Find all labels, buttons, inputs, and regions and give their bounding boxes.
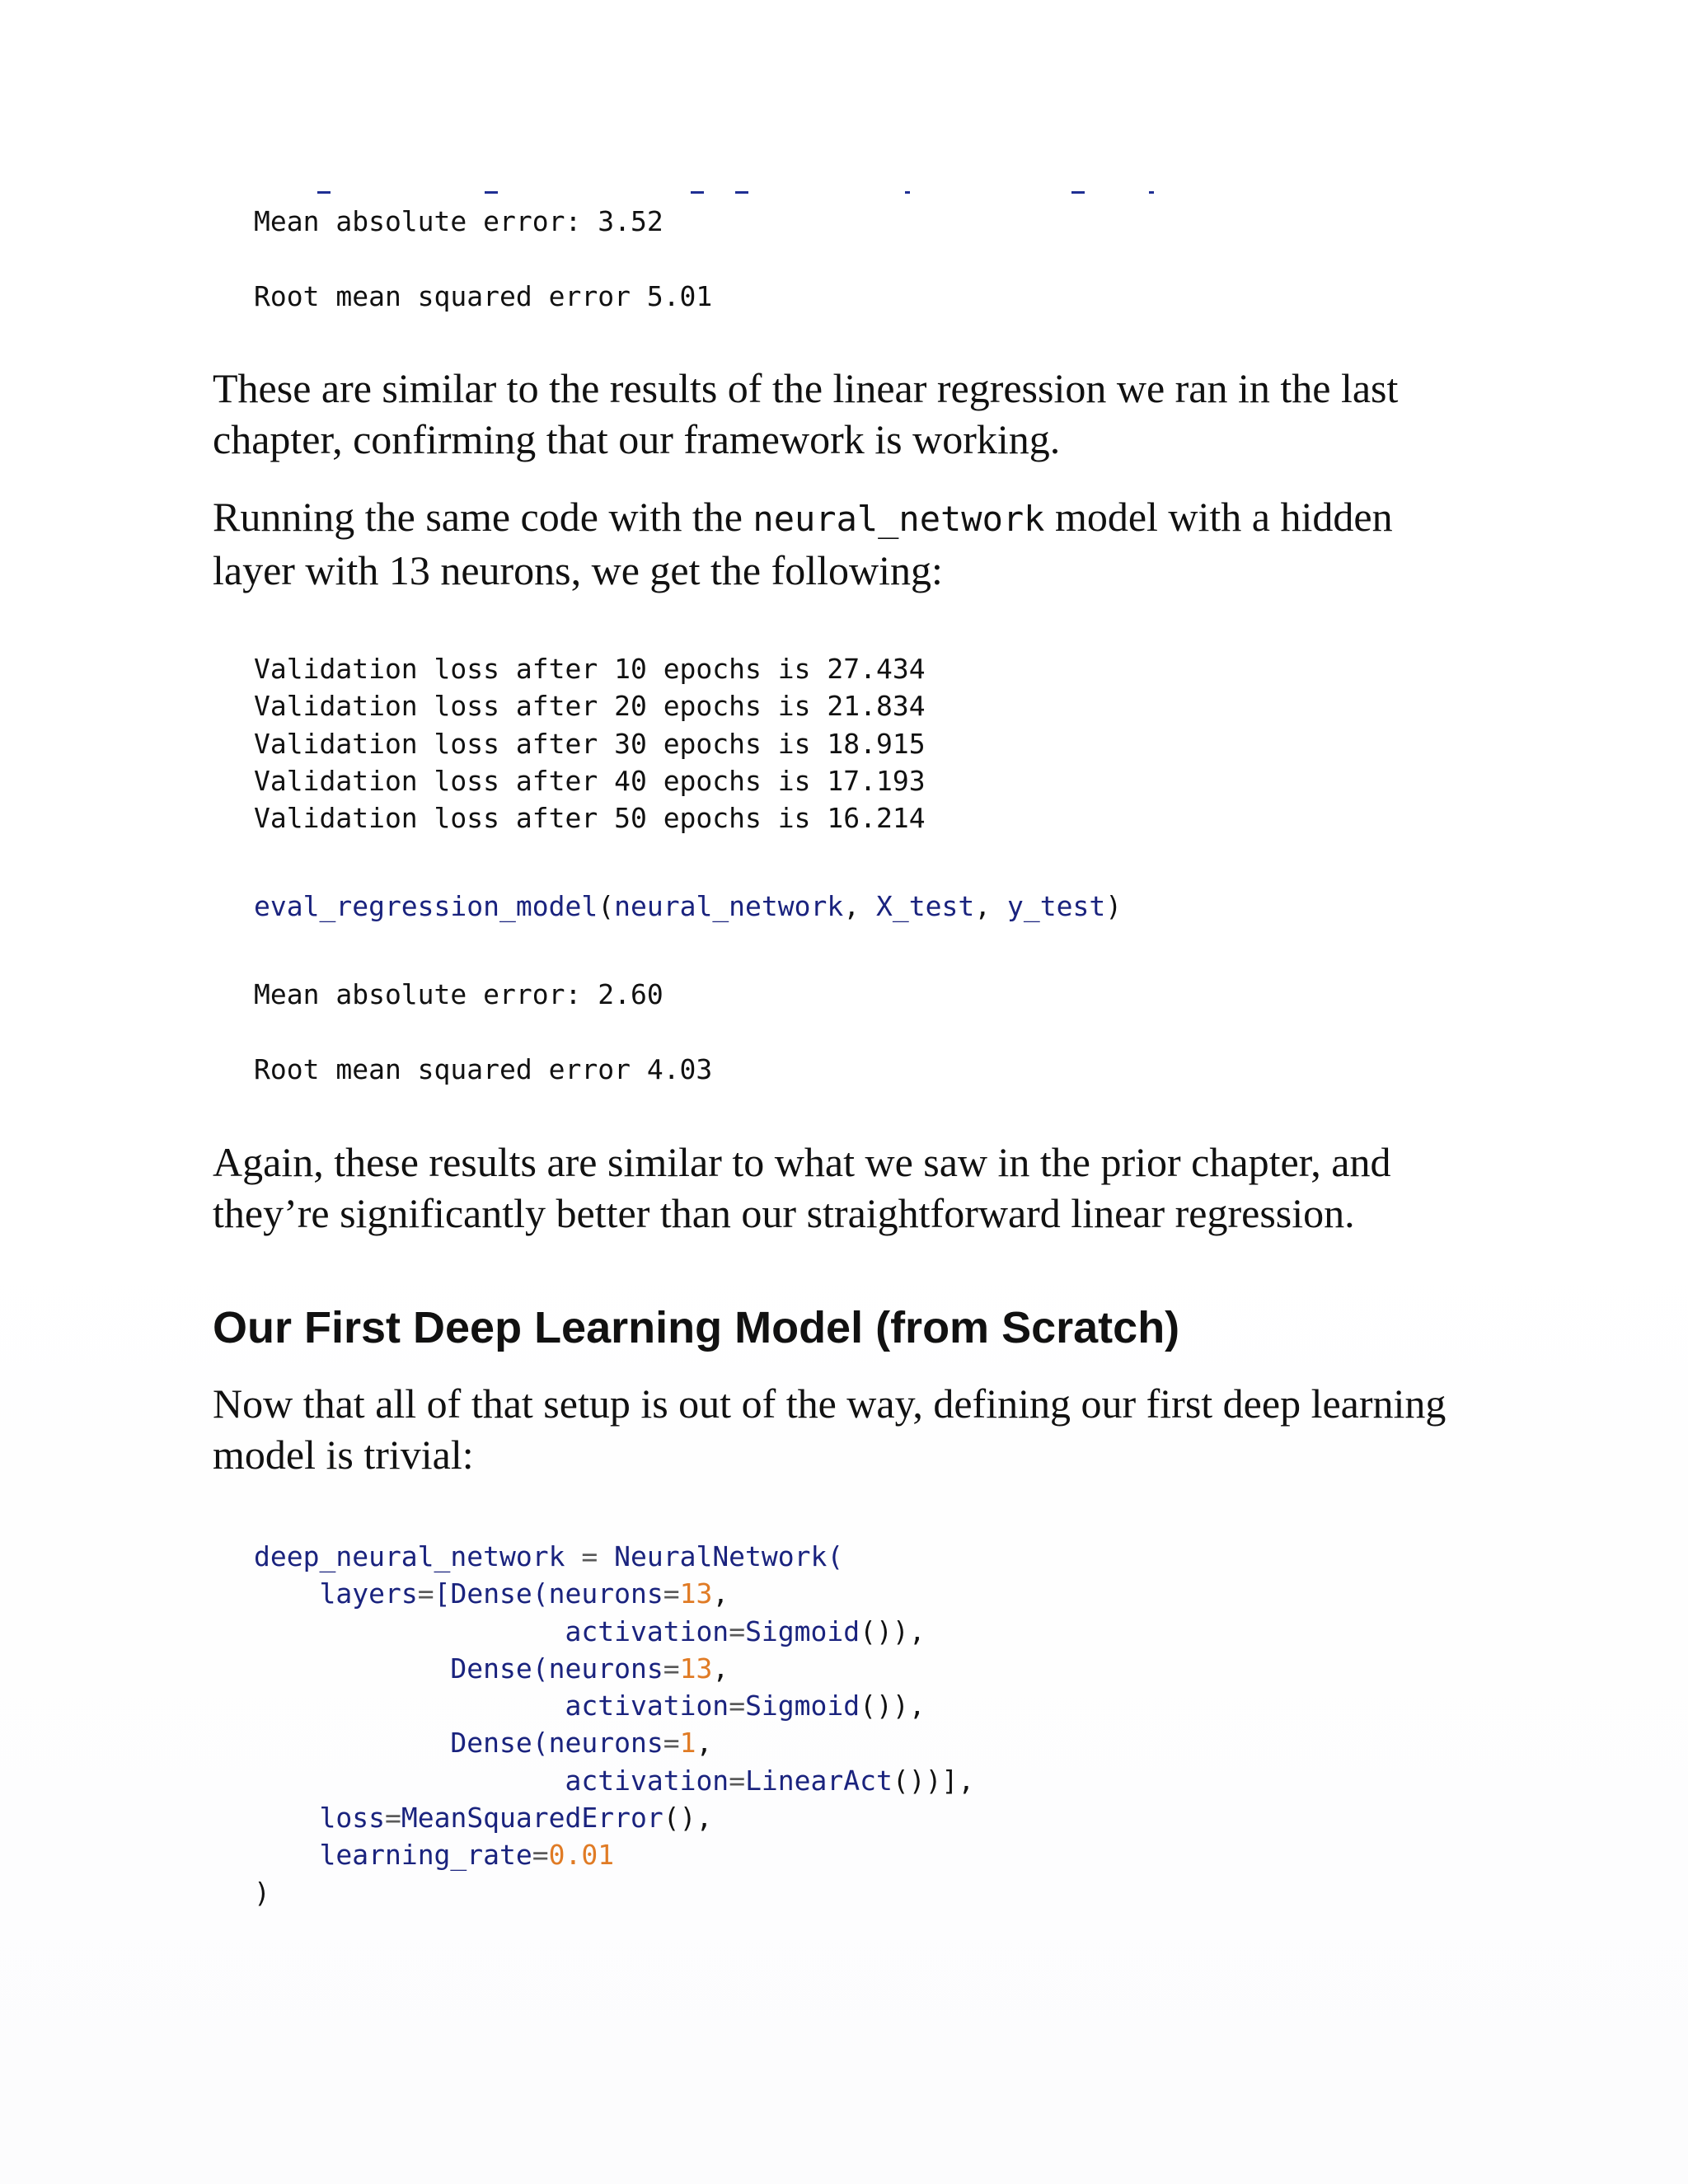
code-num-neurons-1: 13 [679, 1577, 713, 1610]
code-class-name: NeuralNetwork [614, 1540, 828, 1572]
code-num-neurons-3: 1 [679, 1727, 696, 1760]
code-dense-1: Dense [450, 1577, 532, 1610]
code-sigmoid: Sigmoid [745, 1615, 860, 1647]
code-var-name: deep_neural_network [254, 1540, 565, 1572]
paragraph-text-after: model with a hidden layer with 13 neurons, we get the following: [213, 494, 1393, 593]
eval-arg-model: neural_network [614, 890, 844, 922]
mae-output-line: Mean absolute error: 2.60 [254, 978, 663, 1010]
mae-output-line: Mean absolute error: 3.52 [254, 205, 663, 237]
section-heading: Our First Deep Learning Model (from Scratch) [213, 1303, 1180, 1352]
eval-arg-x-test: X_test [876, 890, 975, 922]
code-kw-learning-rate: learning_rate [319, 1839, 532, 1872]
code-kw-activation: activation [565, 1764, 729, 1797]
paragraph-neural-network-intro [213, 491, 1482, 596]
code-loss-class: MeanSquaredError [401, 1802, 663, 1835]
paragraph-text-before: Running the same code with the [213, 494, 753, 540]
eval-arg-y-test: y_test [1006, 890, 1106, 922]
code-kw-loss: loss [319, 1802, 385, 1835]
code-kw-neurons: neurons [548, 1577, 663, 1610]
code-kw-activation: activation [565, 1615, 729, 1647]
validation-line-4: Validation loss after 40 epochs is 17.193 [254, 764, 926, 797]
code-dense-2: Dense [450, 1652, 532, 1685]
code-num-neurons-2: 13 [679, 1652, 713, 1685]
code-linear-act: LinearAct [745, 1764, 893, 1797]
cropped-code-line-fragment [247, 186, 1154, 194]
code-kw-layers: layers [319, 1577, 418, 1610]
code-num-learning-rate: 0.01 [548, 1839, 615, 1872]
deep-model-code: deep_neural_network = NeuralNetwork( layers=[Dense(neurons=13, activation=Sigmoid()), Dense(neurons=13, activation=Sigmoid()), Dense(neurons=1, activation=LinearAct())], loss=MeanSquaredError(), learning_rate=0.01 ) [254, 1540, 975, 1909]
paragraph-neural-results: Again, these results are similar to what we saw in the prior chapter, and they’re significantly better than our straightforward linear regression. [213, 1139, 1391, 1236]
code-kw-neurons: neurons [548, 1727, 663, 1760]
code-sigmoid: Sigmoid [745, 1690, 860, 1722]
inline-code-neural-network: neural_network [753, 499, 1045, 539]
rmse-output-line: Root mean squared error 4.03 [254, 1052, 713, 1085]
validation-line-1: Validation loss after 10 epochs is 27.434 [254, 653, 926, 685]
paragraph-deep-model-intro: Now that all of that setup is out of the way, defining our first deep learning model is trivial: [213, 1380, 1447, 1478]
validation-line-2: Validation loss after 20 epochs is 21.834 [254, 690, 926, 723]
validation-line-5: Validation loss after 50 epochs is 16.214 [254, 802, 926, 835]
output-block-neural [254, 976, 712, 1088]
eval-function-name: eval_regression_model [254, 890, 598, 922]
code-dense-3: Dense [450, 1727, 532, 1760]
code-kw-neurons: neurons [548, 1652, 663, 1685]
eval-call-code: eval_regression_model(neural_network, X_test, y_test) [254, 890, 1123, 922]
output-block-linear [254, 203, 712, 315]
paragraph-linear-results: These are similar to the results of the linear regression we ran in the last chapter, confirming that our framework is working. [213, 365, 1399, 462]
validation-line-3: Validation loss after 30 epochs is 18.915 [254, 727, 926, 760]
code-kw-activation: activation [565, 1690, 729, 1722]
rmse-output-line: Root mean squared error 5.01 [254, 279, 713, 312]
validation-output-block [254, 650, 926, 837]
